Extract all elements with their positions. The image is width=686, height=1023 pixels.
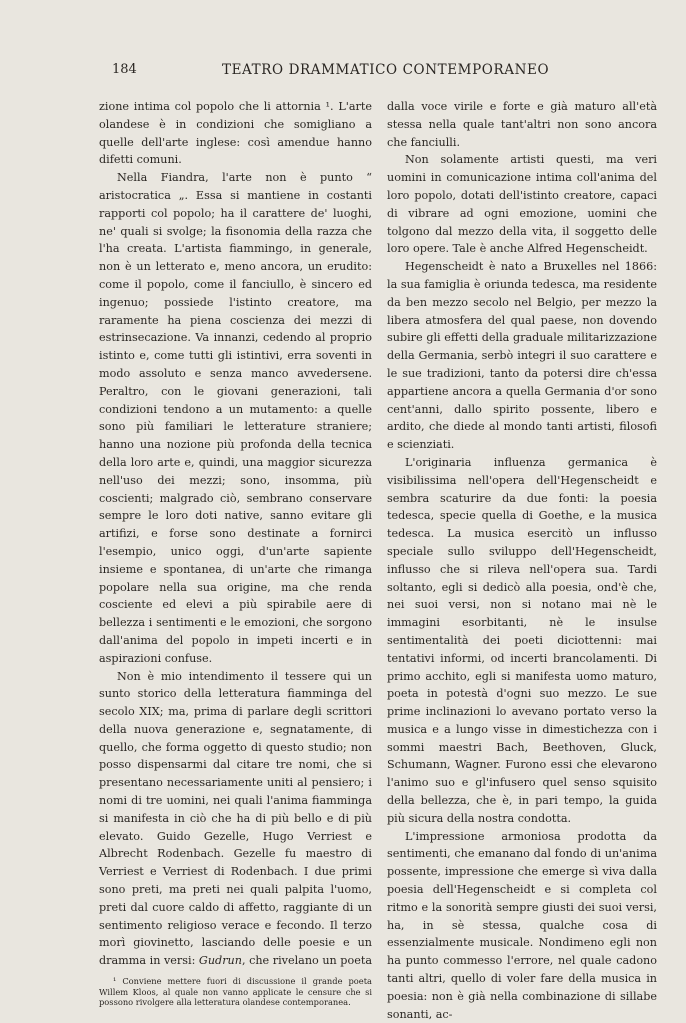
page-header	[112, 62, 574, 82]
right-paragraph-4: L'originaria influenza germanica è visibilissima nell'opera dell'Hegenscheidt e sembra scaturire da due fonti: la poesia tedesca, specie quella di Goethe, e la musica tedesca. La musica esercitò un influsso speciale sullo sviluppo dell'Hegenscheidt, influsso che si rileva nell'opera sua. Tardi soltanto, egli si dedicò alla poesia, ond'è che, nei suoi versi, non si notano mai nè le immagini esorbitanti, nè le insulse sentimentalità dei poeti diciottenni: mai tentativi informi, od incerti brancolamenti. Di primo acchito, egli si manifesta uomo maturo, poeta in potestà d'ogni suo mezzo. Le sue prime inclinazioni lo avevano portato verso la musica e a lungo visse in dimestichezza con i sommi maestri Bach, Beethoven, Gluck, Schumann, Wagner. Furono essi che elevarono l'animo suo e gl'infusero quel senso squisito della bellezza, che è, in pari tempo, la guida più sicura della nostra condotta.	[387, 455, 657, 825]
left-paragraph-3-end: , che rivelano un poeta	[241, 954, 372, 968]
right-paragraph-3: Hegenscheidt è nato a Bruxelles nel 1866: la sua famiglia è oriunda tedesca, ma residente da ben mezzo secolo nel Belgio, per mezzo la libera atmosfera del qual paese, non dovendo subire gli effetti della graduale militarizzazione della Germania, serbò integri il suo carattere e le sue tradizioni, tanto da potersi dire ch'essa appartiene ancora a quella Germania d'or sono cent'anni, dallo spirito possente, libero e ardito, che diede al mondo tanti artisti, filosofi e scienziati.	[387, 260, 657, 452]
left-paragraph-3-text: Non è mio intendimento il tessere qui un sunto storico della letteratura fiamminga del secolo XIX; ma, prima di parlare degli scrittori della nuova generazione e, segnatamente, di quello, che forma oggetto di questo studio; non posso dispensarmi dal citare tre nomi, che si presentano necessariamente uniti al pensiero; i nomi di tre uomini, nei quali l'anima fiamminga si manifesta in ciò che ha di più bello e di più elevato. Guido Gezelle, Hugo Verriest e Albrecht Rodenbach. Gezelle fu maestro di Verriest e Verriest di Rodenbach. I due primi sono preti, ma preti nei quali palpita l'uomo, preti dal cuore caldo di affetto, raggiante di un sentimento religioso verace e fecondo. Il terzo morì giovinetto, lasciando delle poesie e un dramma in versi:	[99, 669, 372, 968]
gudrun-title: Gudrun	[198, 954, 242, 968]
right-column	[387, 98, 657, 1023]
left-paragraph-1: zione intima col popolo che li attornia ¹. L'arte olandese è in condizioni che somigliano a quelle dell'arte inglese: così amendue hanno difetti comuni.	[99, 100, 372, 167]
right-paragraph-2: Non solamente artisti questi, ma veri uomini in comunicazione intima coll'anima del loro popolo, dotati dell'istinto creatore, capaci di vibrare ad ogni emozione, uomini che tolgono dal mezzo della vita, il soggetto delle loro opere. Tale è anche Alfred Hegenscheidt.	[387, 153, 657, 256]
left-column	[99, 98, 372, 1008]
left-paragraph-2: Nella Fiandra, l'arte non è punto “ aristocratica „. Essa si mantiene in costanti rapporti col popolo; ha il carattere de' luoghi, ne' quali si svolge; la fisonomia della razza che l'ha creata. L'artista fiammingo, in generale, non è un letterato e, meno ancora, un erudito: come il popolo, come il fanciullo, è sincero ed ingenuo; possiede l'istinto creatore, ma raramente ha piena coscienza dei mezzi di estrinsecazione. Va innanzi, cedendo al proprio istinto e, come tutti gli istintivi, erra soventi in modo assoluto e senza manco avvedersene. Peraltro, con le giovani generazioni, tali condizioni tendono a un mutamento: a quelle sono più familiari le letterature straniere; hanno una nozione più profonda della tecnica della loro arte e, quindi, una maggior sicurezza nell'uso dei mezzi; sono, insomma, più coscienti; malgrado ciò, sembrano conservare sempre le loro doti native, sanno evitare gli artifizi, e forse sono destinate a fornirci l'esempio, unico oggi, d'un'arte sapiente insieme e spontanea, di un'arte che rimanga popolare nella sua origine, ma che renda cosciente ed elevi a più spirabile aere di bellezza i sentimenti e le emozioni, che sorgono dall'anima del popolo in impeti incerti e in aspirazioni confuse.	[99, 171, 372, 665]
footnote: ¹ Conviene mettere fuori di discussione il grande poeta Willem Kloos, al quale non vanno applicate le censure che si possono rivolgere alla letteratura olandese contemporanea.	[99, 976, 372, 1008]
right-paragraph-5: L'impressione armoniosa prodotta da sentimenti, che emanano dal fondo di un'anima possente, impressione che emerge sì viva dalla poesia dell'Hegenscheidt e si completa col ritmo e la sonorità sempre giusti dei suoi versi, ha, in sè stessa, qualche cosa di essenzialmente musicale. Nondimeno egli non ha punto commesso l'errore, nel quale cadono tanti altri, quello di voler fare della musica in poesia: non è già nella combinazione di sillabe sonanti, ac-	[387, 829, 657, 1021]
page-number: 184	[112, 62, 137, 77]
right-paragraph-1: dalla voce virile e forte e già maturo all'età stessa nella quale tant'altri non sono ancora che fanciulli.	[387, 100, 657, 149]
running-title: TEATRO DRAMMATICO CONTEMPORANEO	[222, 62, 550, 78]
left-paragraph-3	[99, 668, 372, 971]
